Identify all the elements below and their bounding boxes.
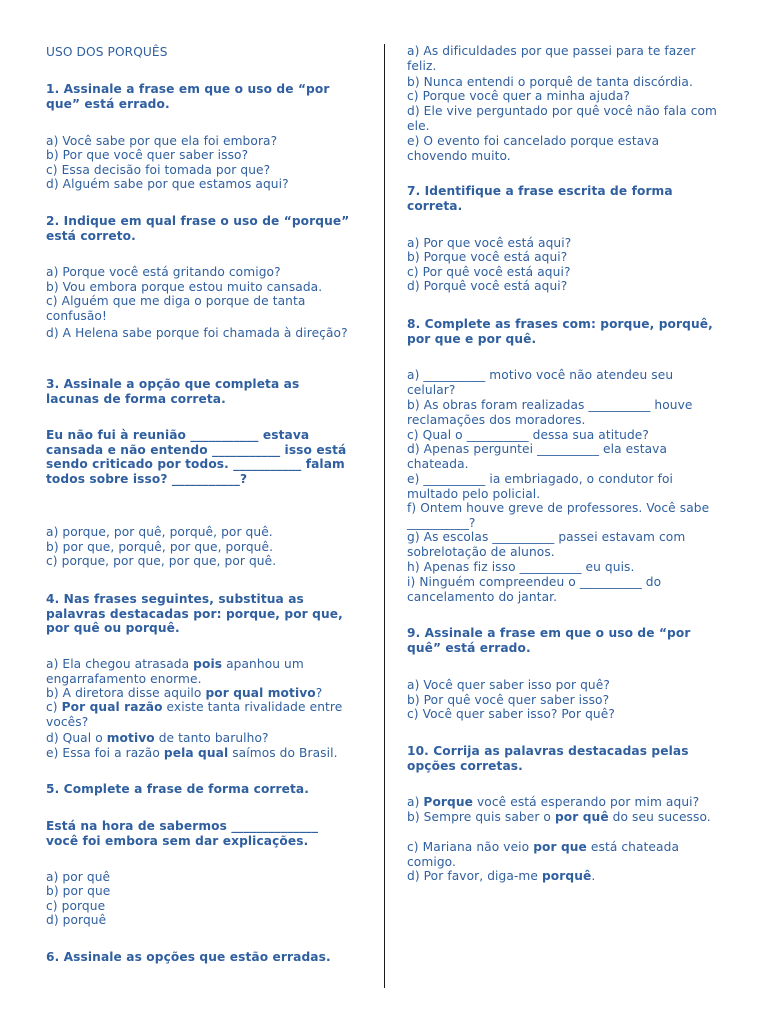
q4-option-e: e) Essa foi a razão pela qual saímos do Brasil. [46, 746, 338, 760]
q8-option-e: e) __________ ia embriagado, o condutor foi multado pelo policial. [407, 472, 674, 501]
question-7: 7. Identifique a frase escrita de forma correta. [407, 184, 673, 213]
q10-option-b: b) Sempre quis saber o por quê do seu sucesso. [407, 810, 711, 824]
q4-option-b: b) A diretora disse aquilo por qual motivo? [46, 686, 323, 700]
q5-option-d: d) porquê [46, 913, 107, 927]
q1-option-d: d) Alguém sabe por que estamos aqui? [46, 177, 289, 191]
worksheet-title: USO DOS PORQUÊS [46, 45, 168, 59]
q8-option-i: i) Ninguém compreendeu o __________ do cancelamento do jantar. [407, 575, 662, 604]
q9-option-a: a) Você quer saber isso por quê? [407, 678, 610, 692]
q6-option-b: b) Nunca entendi o porquê de tanta discórdia. [407, 75, 693, 89]
question-6: 6. Assinale as opções que estão erradas. [46, 950, 331, 964]
highlighted-word: pela qual [163, 746, 229, 760]
question-2: 2. Indique em qual frase o uso de “porque” está correto. [46, 214, 350, 243]
q6-option-c: c) Porque você quer a minha ajuda? [407, 89, 630, 103]
question-4: 4. Nas frases seguintes, substitua as palavras destacadas por: porque, por que, por quê ou porquê. [46, 592, 343, 636]
q5-statement: Está na hora de sabermos ______________ você foi embora sem dar explicações. [46, 819, 319, 848]
question-8: 8. Complete as frases com: porque, porquê, por que e por quê. [407, 317, 713, 346]
q8-option-g: g) As escolas __________ passei estavam com sobrelotação de alunos. [407, 530, 686, 559]
q8-option-d: d) Apenas perguntei __________ ela estava chateada. [407, 442, 668, 471]
q2-option-c: c) Alguém que me diga o porque de tanta confusão! [46, 294, 306, 323]
q3-statement: Eu não fui à reunião ___________ estava cansada e não entendo ___________ isso está sendo criticado por todos. ___________ falam todos sobre isso? ___________? [46, 428, 347, 486]
highlighted-word: por quê [554, 810, 609, 824]
highlighted-word: pois [193, 657, 223, 671]
q3-option-b: b) por que, porquê, por que, porquê. [46, 540, 274, 554]
q8-option-b: b) As obras foram realizadas __________ houve reclamações dos moradores. [407, 398, 693, 427]
q7-option-d: d) Porquê você está aqui? [407, 279, 568, 293]
q6-option-a: a) As dificuldades por que passei para te fazer feliz. [407, 44, 696, 73]
q2-option-a: a) Porque você está gritando comigo? [46, 265, 281, 279]
q8-option-c: c) Qual o __________ dessa sua atitude? [407, 428, 649, 442]
question-10: 10. Corrija as palavras destacadas pelas opções corretas. [407, 744, 689, 773]
q10-option-c: c) Mariana não veio por que está chateada comigo. [407, 840, 680, 869]
q1-option-b: b) Por que você quer saber isso? [46, 148, 249, 162]
highlighted-word: motivo [106, 731, 155, 745]
column-divider [384, 44, 385, 988]
q7-option-a: a) Por que você está aqui? [407, 236, 572, 250]
q6-option-e: e) O evento foi cancelado porque estava chovendo muito. [407, 134, 660, 163]
highlighted-word: porquê [541, 869, 592, 883]
q5-option-a: a) por quê [46, 870, 111, 884]
q10-option-d: d) Por favor, diga-me porquê. [407, 869, 596, 883]
q4-option-c: c) Por qual razão existe tanta rivalidade entre vocês? [46, 700, 343, 729]
q5-option-b: b) por que [46, 884, 111, 898]
q2-option-b: b) Vou embora porque estou muito cansada. [46, 280, 323, 294]
q7-option-c: c) Por quê você está aqui? [407, 265, 571, 279]
q7-option-b: b) Porque você está aqui? [407, 250, 568, 264]
q2-option-d: d) A Helena sabe porque foi chamada à direção? [46, 326, 348, 340]
q4-option-d: d) Qual o motivo de tanto barulho? [46, 731, 269, 745]
highlighted-word: por que [533, 840, 587, 854]
q4-option-a: a) Ela chegou atrasada pois apanhou um engarrafamento enorme. [46, 657, 304, 686]
question-9: 9. Assinale a frase em que o uso de “por quê” está errado. [407, 626, 691, 655]
question-3: 3. Assinale a opção que completa as lacunas de forma correta. [46, 377, 300, 406]
highlighted-word: Por qual razão [61, 700, 163, 714]
q8-option-a: a) __________ motivo você não atendeu seu celular? [407, 368, 674, 397]
q3-option-a: a) porque, por quê, porquê, por quê. [46, 525, 273, 539]
q10-option-a: a) Porque você está esperando por mim aqui? [407, 795, 700, 809]
question-1: 1. Assinale a frase em que o uso de “por que” está errado. [46, 82, 330, 111]
question-5: 5. Complete a frase de forma correta. [46, 782, 309, 796]
q1-option-a: a) Você sabe por que ela foi embora? [46, 134, 278, 148]
q1-option-c: c) Essa decisão foi tomada por que? [46, 163, 271, 177]
q9-option-b: b) Por quê você quer saber isso? [407, 693, 610, 707]
q6-option-d: d) Ele vive perguntado por quê você não fala com ele. [407, 104, 718, 133]
q9-option-c: c) Você quer saber isso? Por quê? [407, 707, 615, 721]
highlighted-word: por qual motivo [205, 686, 316, 700]
q8-option-h: h) Apenas fiz isso __________ eu quis. [407, 560, 635, 574]
q3-option-c: c) porque, por que, por que, por quê. [46, 554, 277, 568]
highlighted-word: Porque [423, 795, 473, 809]
q5-option-c: c) porque [46, 899, 106, 913]
q8-option-f: f) Ontem houve greve de professores. Você sabe __________? [407, 501, 710, 530]
